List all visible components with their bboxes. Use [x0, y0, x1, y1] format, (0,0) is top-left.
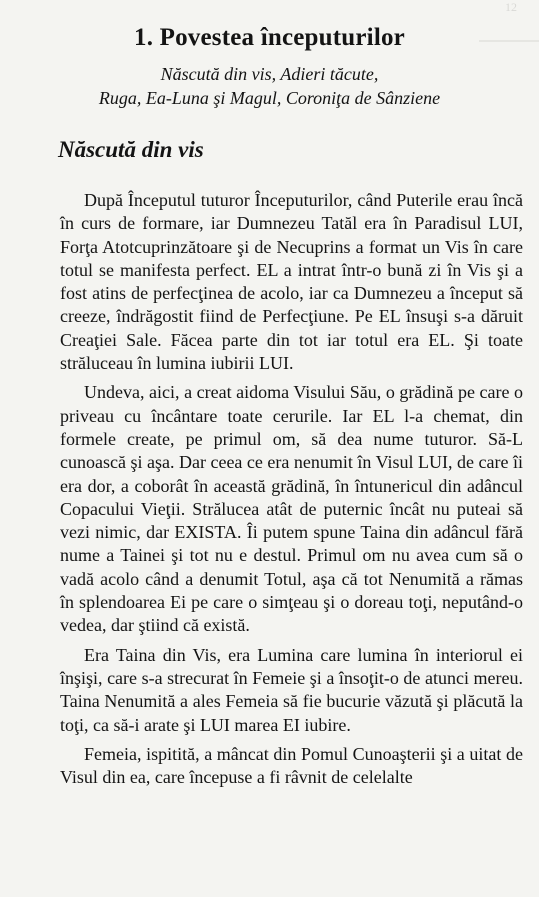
chapter-subtitle-line-1: Născută din vis, Adieri tăcute,: [160, 64, 379, 84]
paragraph: După Începutul tuturor Începuturilor, când Puterile erau încă în curs de formare, iar Dumnezeu Tatăl era în Paradisul LUI, Forţa Atotcuprinzătoare şi de Necuprins a format un Vis în care totul se manifesta perfect. EL a intrat într-o bună zi în Vis şi a fost atins de perfecţinea de acolo, iar ca Dumnezeu a început să creeze, îndrăgostit fiind de Perfecţiune. Pe EL însuşi s-a dăruit Creaţiei Sale. Făcea parte din tot iar totul era EL. Şi toate străluceau în lumina iubirii LUI.: [60, 190, 523, 374]
chapter-subtitle-line-2: Ruga, Ea-Luna şi Magul, Coroniţa de Sânziene: [98, 88, 441, 108]
chapter-title: 1. Povestea începuturilor: [134, 24, 405, 51]
paragraph: Era Taina din Vis, era Lumina care lumina în interiorul ei înşişi, care s-a strecurat în Femeie şi a însoţit-o de atunci mereu. Taina Nenumită a ales Femeia să fie bucurie văzută şi plăcută la toţi, ca să-i arate şi LUI marea EI iubire.: [60, 644, 523, 735]
paragraph: Femeia, ispitită, a mâncat din Pomul Cunoaşterii şi a uitat de Visul din ea, care începuse a fi râvnit de celelalte: [60, 743, 523, 788]
paragraph: Undeva, aici, a creat aidoma Visului Său, o grădină pe care o priveau cu încântare toate cerurile. Iar EL l-a chemat, din formele create, pe primul om, să dea nume tuturor. Să-L cunoască şi aşa. Dar ceea ce era nenumit în Visul LUI, de care îi era dor, a coborât în această grădină, în întunericul din adâncul Copacului Vieţii. Strălucea atât de puternic încât nu puteai să vezi nimic, dar EXISTA. Îi putem spune Taina din adâncul fără nume a Tainei şi tot nu e destul. Primul om nu avea cum să o vadă acolo când a denumit Totul, aşa că tot Nenumită a rămas în splendoarea Ei pe care o simţeau şi o doreau toţi, neputând-o vedea, dar ştiind că există.: [60, 382, 523, 636]
running-header: 12: [505, 0, 517, 14]
section-title: Născută din vis: [58, 137, 204, 162]
chapter-subtitle: [0, 62, 539, 110]
body-text: [60, 189, 523, 789]
